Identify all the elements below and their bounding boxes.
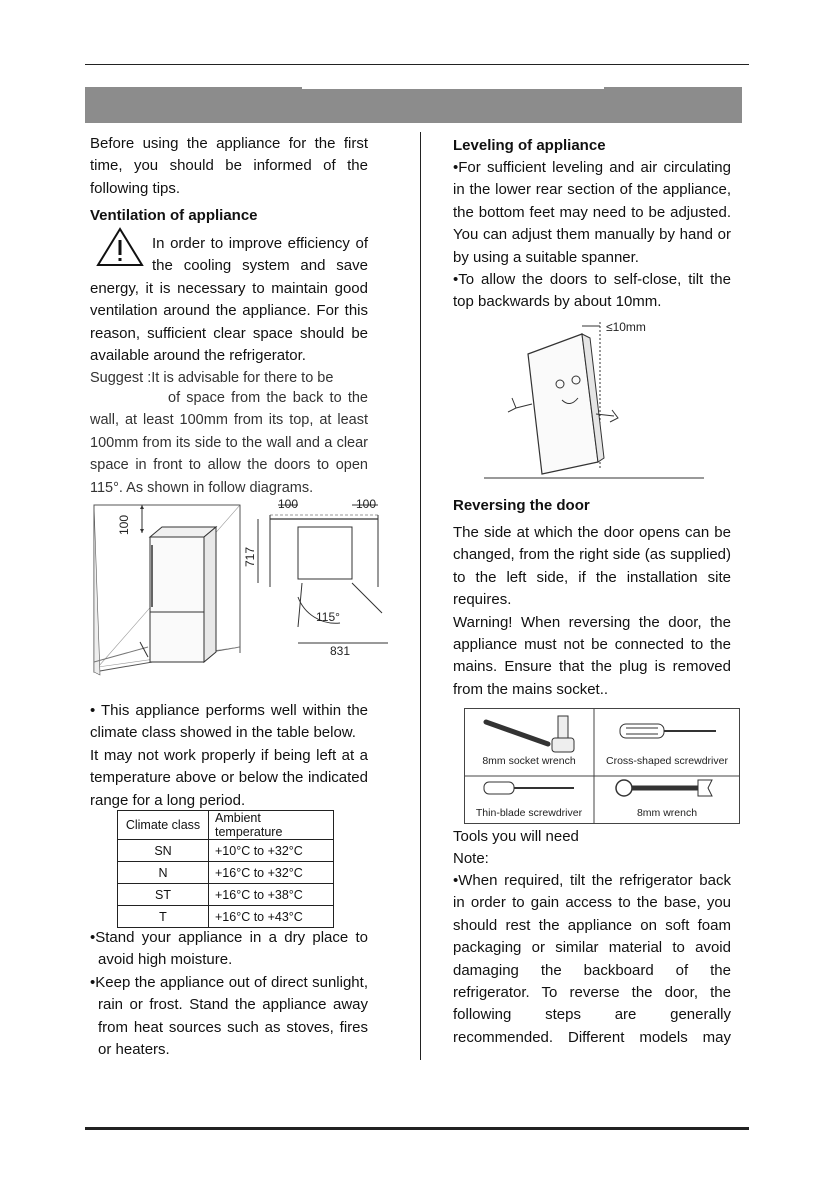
table-row: T +16°C to +43°C — [118, 906, 334, 928]
depth-label: 717 — [243, 546, 257, 568]
top-gap-label: 100 — [117, 514, 131, 536]
warning-icon — [95, 226, 145, 268]
tool-label-wrench: 8mm wrench — [636, 807, 698, 819]
tilt-diagram — [482, 318, 706, 482]
width-label: 831 — [329, 644, 351, 658]
table-header-row: Climate class Ambient temperature — [118, 811, 334, 840]
intro-text: Before using the appliance for the first time, you should be informed of the following tips. — [90, 135, 368, 197]
ventilation-text-b: energy, it is necessary to maintain good ventilation around the appliance. For this reason, sufficient clear space should be available around the refrigerator. — [90, 280, 368, 365]
ventilation-heading: Ventilation of appliance — [90, 207, 258, 224]
angle-label: 115° — [316, 610, 340, 624]
header-rule — [85, 64, 749, 65]
bullet-sunlight: •Keep the appliance out of direct sunlight, rain or frost. Stand the appliance away from heat sources such as stoves, fires or heaters. — [90, 973, 368, 1059]
ventilation-diagram — [90, 497, 392, 677]
footer-rule — [85, 1127, 749, 1130]
table-row: SN +10°C to +32°C — [118, 840, 334, 862]
ventilation-text-a: In order to improve efficiency of the cooling system and save — [152, 235, 368, 275]
section-title-band — [85, 87, 742, 123]
plan-view — [243, 497, 388, 658]
tool-label-thin-blade-screwdriver: Thin-blade screwdriver — [475, 807, 583, 819]
tool-label-socket-wrench: 8mm socket wrench — [482, 755, 576, 767]
suggest-text: of space from the back to the wall, at least 100mm from its top, at least 100mm from its side to the wall and a clear space in front to allow the doors to open 115°. As shown in follow diagrams. — [90, 390, 368, 496]
reversing-heading: Reversing the door — [453, 497, 590, 514]
tilt-label: ≤10mm — [606, 320, 646, 334]
reversing-text: The side at which the door opens can be changed, from the right side (as supplied) to the left side, if the installation site requires. Warning! When reversing the door, the appliance must not be connected to the mains. Ensure that the plug is removed from the mains socket.. — [453, 524, 731, 698]
suggest-line-1: Suggest :It is advisable for there to be — [90, 370, 334, 386]
table-row: ST +16°C to +38°C — [118, 884, 334, 906]
right-side-gap-label: 100 — [355, 497, 377, 511]
bullet-dry: •Stand your appliance in a dry place to avoid high moisture. — [90, 929, 368, 969]
left-side-gap-label: 100 — [277, 497, 299, 511]
note-text: •When required, tilt the refrigerator back in order to gain access to the base, you should rest the appliance on soft foam packaging or similar material to avoid damaging the backboard of the refrigerator. To reverse the door, the following steps are generally recommended. Different models may — [453, 872, 731, 1046]
leveling-heading: Leveling of appliance — [453, 137, 606, 154]
column-divider — [420, 132, 421, 1060]
bullet-list-left — [90, 927, 368, 1061]
tool-label-cross-screwdriver: Cross-shaped screwdriver — [606, 755, 728, 767]
climate-intro: • This appliance performs well within the climate class showed in the table below. It may not work properly if being left at a temperature above or below the indicated range for a long period. — [90, 702, 368, 809]
tools-caption: Tools you will need — [453, 828, 579, 845]
climate-class-table — [117, 810, 334, 928]
table-row: N +16°C to +32°C — [118, 862, 334, 884]
note-label: Note: — [453, 850, 489, 867]
leveling-text: •For sufficient leveling and air circulating in the lower rear section of the appliance, the bottom feet may need to be adjusted. You can adjust them manually by hand or by using a suitable spanner. •To allow the doors to self-close, tilt the top backwards by about 10mm. — [453, 159, 731, 311]
title-band-notch — [302, 87, 604, 89]
intro-paragraph — [90, 133, 368, 200]
tools-grid — [464, 708, 740, 824]
fridge-front — [150, 537, 204, 662]
